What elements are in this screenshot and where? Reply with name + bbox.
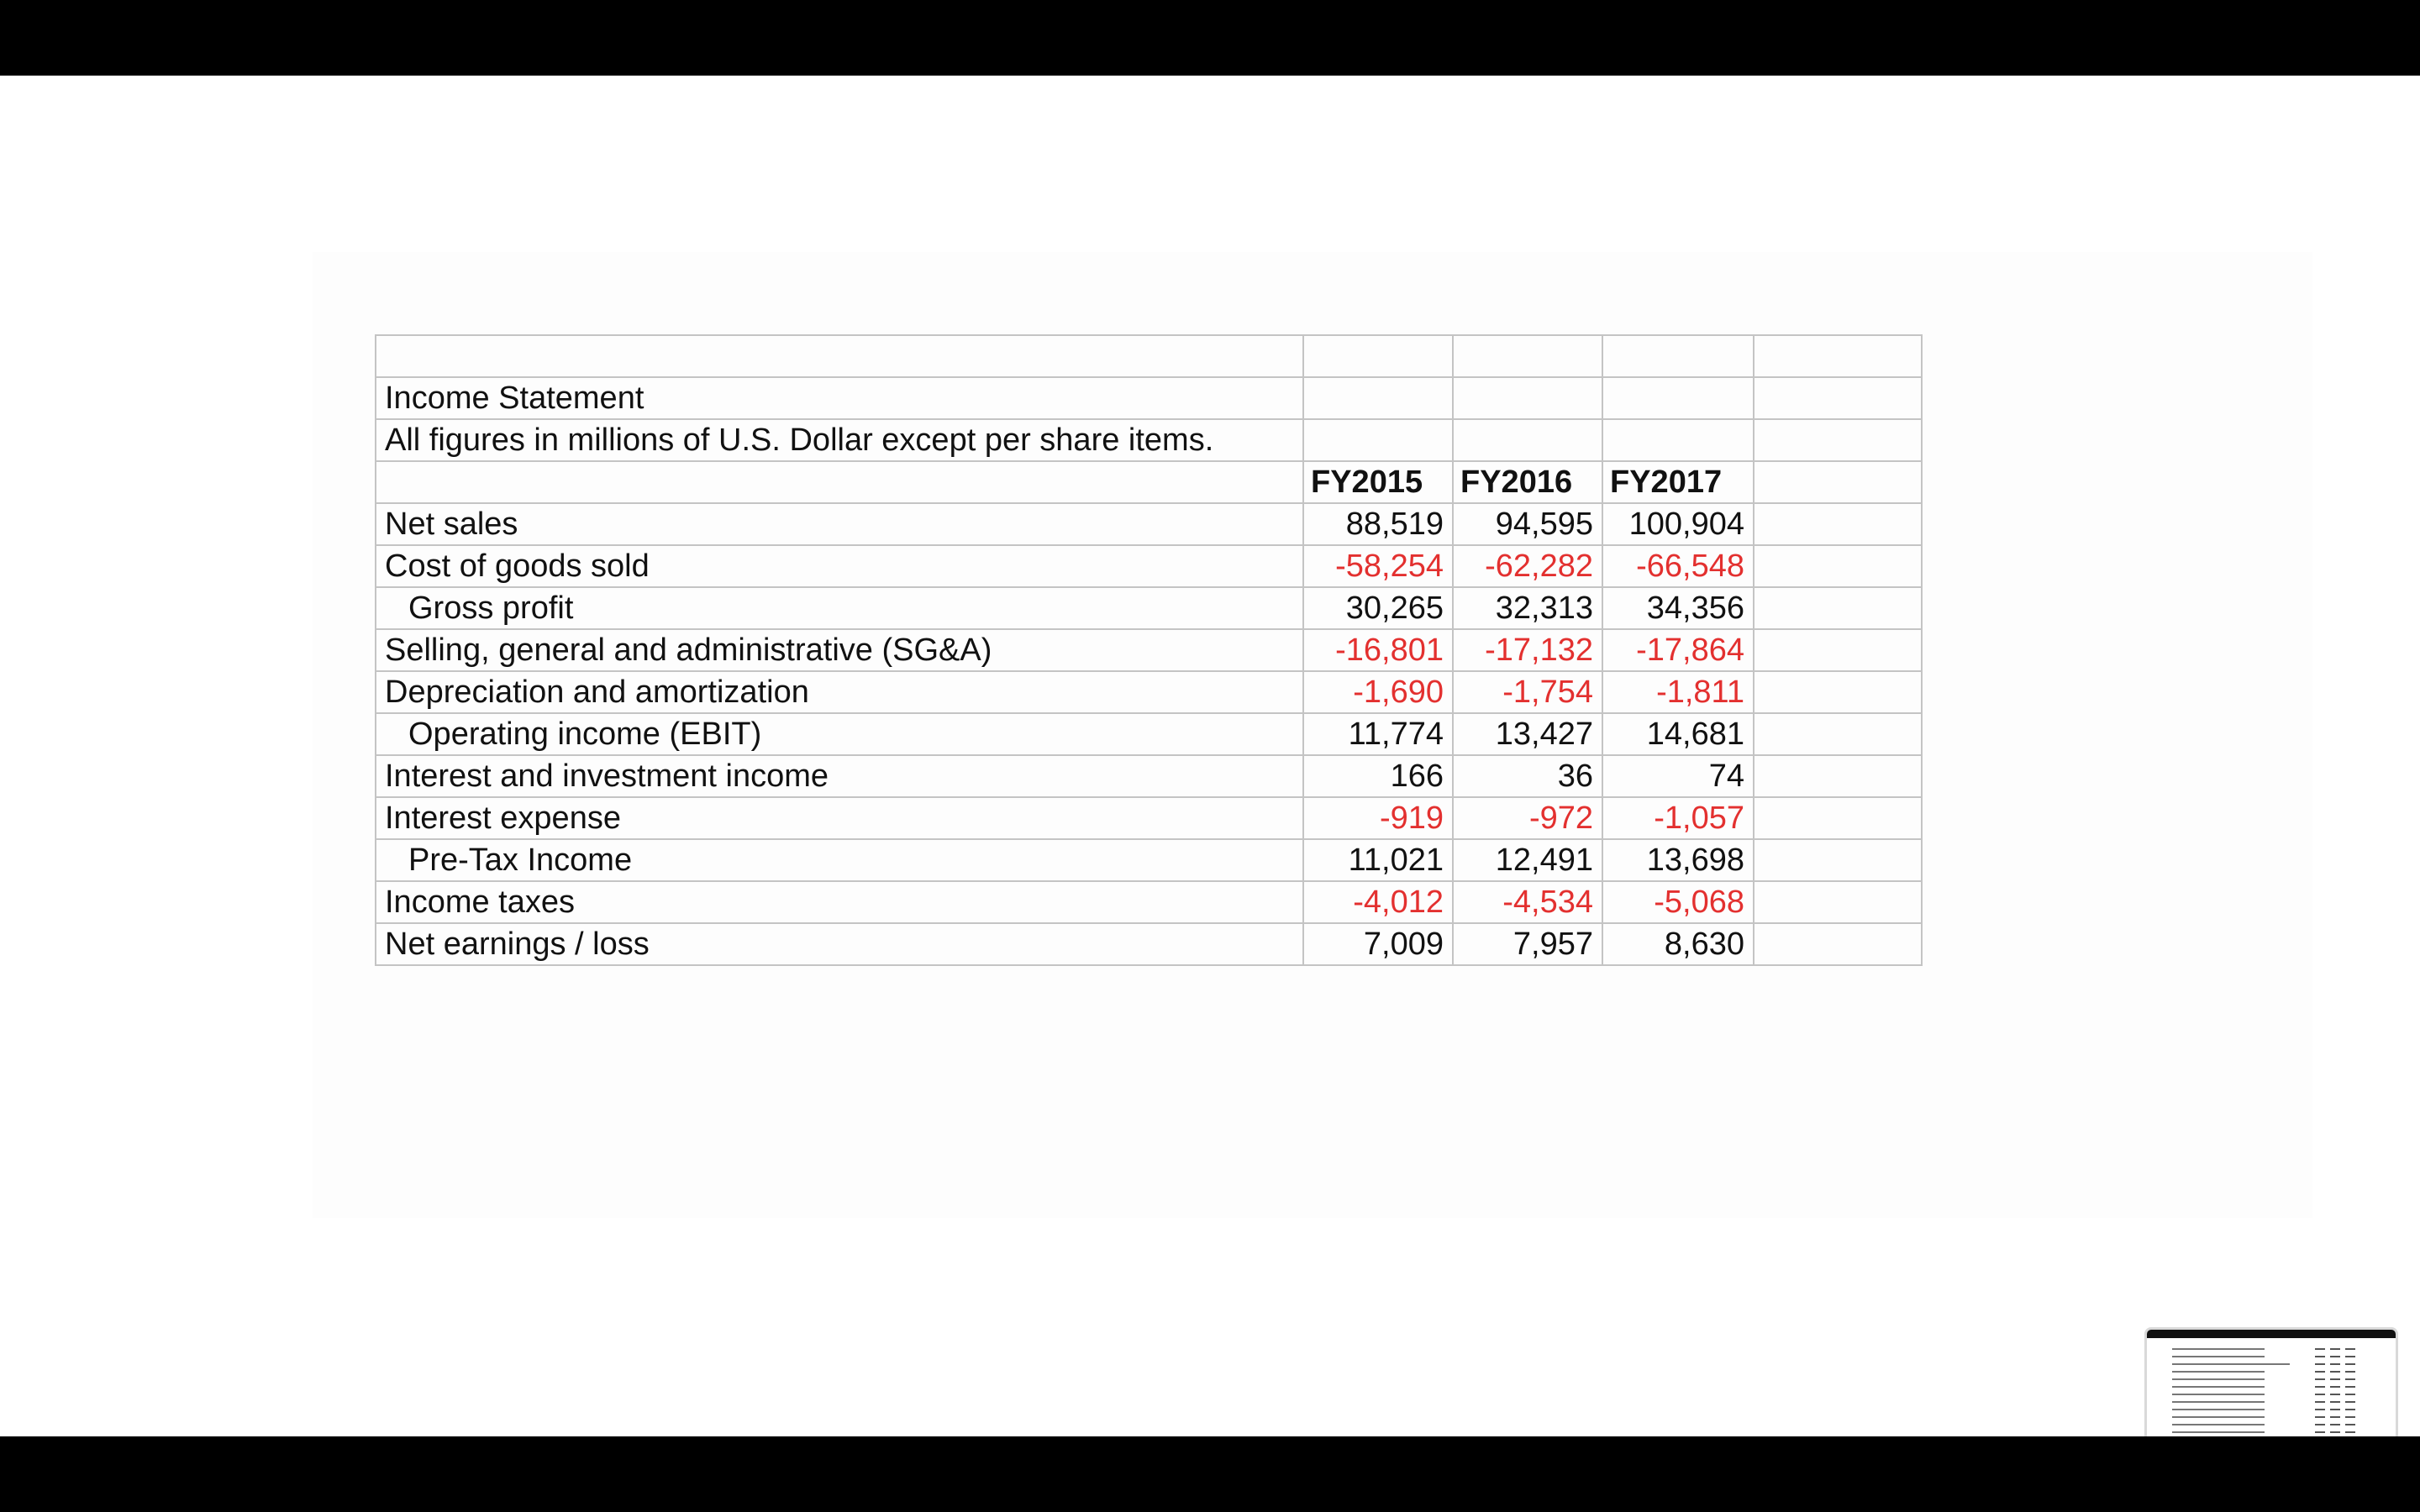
value-cell[interactable]: 7,957 [1453,923,1602,965]
title-row [376,377,1922,419]
value-cell[interactable]: -16,801 [1303,629,1453,671]
value-cell[interactable]: 34,356 [1602,587,1754,629]
thumbnail-line [2172,1386,2265,1388]
thumbnail-line [2172,1401,2265,1403]
thumbnail-value [2315,1401,2325,1403]
thumbnail-value [2345,1409,2355,1410]
row-label[interactable]: Depreciation and amortization [376,671,1303,713]
value-cell[interactable]: -1,057 [1602,797,1754,839]
table-row [376,671,1922,713]
thumbnail-value [2330,1394,2340,1395]
header-row [376,461,1922,503]
thumbnail-line [2172,1371,2265,1373]
table-row [376,923,1922,965]
thumbnail-value [2330,1431,2340,1433]
thumbnail-value [2345,1356,2355,1357]
value-cell[interactable]: 13,427 [1453,713,1602,755]
value-cell[interactable]: -972 [1453,797,1602,839]
thumbnail-line [2172,1431,2265,1433]
income-statement-table [375,334,1923,966]
thumbnail-value [2345,1348,2355,1350]
cell[interactable] [1303,377,1453,419]
thumbnail-line [2172,1378,2265,1380]
thumbnail-value [2330,1409,2340,1410]
thumbnail-value [2315,1348,2325,1350]
value-cell[interactable]: -5,068 [1602,881,1754,923]
value-cell[interactable]: 11,774 [1303,713,1453,755]
value-cell[interactable]: 166 [1303,755,1453,797]
value-cell[interactable]: 13,698 [1602,839,1754,881]
cell[interactable] [1754,587,1922,629]
thumbnail-value [2330,1363,2340,1365]
row-label[interactable]: Net earnings / loss [376,923,1303,965]
thumbnail-top-bar [2147,1330,2396,1338]
thumbnail-value [2345,1394,2355,1395]
thumbnail-value [2315,1386,2325,1388]
thumbnail-line [2172,1363,2290,1365]
table-row [376,545,1922,587]
cell[interactable] [1602,377,1754,419]
cell[interactable] [1754,629,1922,671]
cell[interactable] [1754,461,1922,503]
column-header[interactable]: FY2017 [1602,461,1754,503]
thumbnail-value [2330,1401,2340,1403]
thumbnail-value [2315,1356,2325,1357]
thumbnail-value [2345,1371,2355,1373]
table-row [376,839,1922,881]
cell[interactable] [1754,503,1922,545]
cell[interactable] [1754,377,1922,419]
thumbnail-value [2330,1424,2340,1425]
thumbnail-value [2330,1356,2340,1357]
value-cell[interactable]: -4,534 [1453,881,1602,923]
thumbnail-value [2330,1348,2340,1350]
thumbnail-value [2315,1409,2325,1410]
cell[interactable] [1453,377,1602,419]
thumbnail-value [2345,1401,2355,1403]
cell[interactable] [376,461,1303,503]
thumbnail-value [2345,1431,2355,1433]
thumbnail-value [2345,1424,2355,1425]
thumbnail-value [2345,1378,2355,1380]
cell[interactable] [1602,335,1754,377]
thumbnail-value [2315,1394,2325,1395]
row-label[interactable]: Pre-Tax Income [376,839,1303,881]
subtitle-row [376,419,1922,461]
value-cell[interactable]: 32,313 [1453,587,1602,629]
table-row [376,713,1922,755]
statement-subtitle[interactable]: All figures in millions of U.S. Dollar except per share items. [376,419,1303,461]
cell[interactable] [1754,881,1922,923]
cell[interactable] [376,335,1303,377]
value-cell[interactable]: -919 [1303,797,1453,839]
thumbnail-value [2345,1386,2355,1388]
table-row [376,881,1922,923]
table-row [376,755,1922,797]
value-cell[interactable]: 30,265 [1303,587,1453,629]
cell[interactable] [1453,335,1602,377]
thumbnail-value [2315,1416,2325,1418]
row-label[interactable]: Net sales [376,503,1303,545]
table-row [376,503,1922,545]
statement-title[interactable]: Income Statement [376,377,1303,419]
row-label[interactable]: Interest and investment income [376,755,1303,797]
thumbnail-line [2172,1356,2265,1357]
column-header[interactable]: FY2016 [1453,461,1602,503]
cell[interactable] [1754,839,1922,881]
table-row [376,629,1922,671]
thumbnail-value [2315,1363,2325,1365]
thumbnail-value [2345,1416,2355,1418]
row-label[interactable]: Cost of goods sold [376,545,1303,587]
value-cell[interactable]: 11,021 [1303,839,1453,881]
value-cell[interactable]: 36 [1453,755,1602,797]
cell[interactable] [1303,335,1453,377]
column-header[interactable]: FY2015 [1303,461,1453,503]
thumbnail-value [2330,1386,2340,1388]
cell[interactable] [1754,335,1922,377]
thumbnail-value [2330,1371,2340,1373]
thumbnail-value [2330,1378,2340,1380]
row-label[interactable]: Income taxes [376,881,1303,923]
thumbnail-value [2315,1431,2325,1433]
cell[interactable] [1754,797,1922,839]
value-cell[interactable]: 14,681 [1602,713,1754,755]
value-cell[interactable]: -17,864 [1602,629,1754,671]
row-label[interactable]: Selling, general and administrative (SG&A) [376,629,1303,671]
cell[interactable] [1453,419,1602,461]
value-cell[interactable]: -4,012 [1303,881,1453,923]
thumbnail-line [2172,1416,2265,1418]
cell[interactable] [1754,755,1922,797]
thumbnail-value [2345,1363,2355,1365]
letterbox-bottom-bar [0,1436,2420,1512]
value-cell[interactable]: -1,754 [1453,671,1602,713]
value-cell[interactable]: -58,254 [1303,545,1453,587]
blank-row [376,335,1922,377]
thumbnail-value [2315,1378,2325,1380]
value-cell[interactable]: 100,904 [1602,503,1754,545]
value-cell[interactable]: 7,009 [1303,923,1453,965]
cell[interactable] [1754,419,1922,461]
table-row [376,587,1922,629]
value-cell[interactable]: 88,519 [1303,503,1453,545]
cell[interactable] [1754,671,1922,713]
table-row [376,797,1922,839]
value-cell[interactable]: -66,548 [1602,545,1754,587]
value-cell[interactable]: -17,132 [1453,629,1602,671]
thumbnail-value [2315,1424,2325,1425]
row-label[interactable]: Operating income (EBIT) [376,713,1303,755]
value-cell[interactable]: -62,282 [1453,545,1602,587]
row-label[interactable]: Gross profit [376,587,1303,629]
value-cell[interactable]: -1,690 [1303,671,1453,713]
value-cell[interactable]: 12,491 [1453,839,1602,881]
thumbnail-line [2172,1394,2265,1395]
cell[interactable] [1754,923,1922,965]
thumbnail-line [2172,1424,2265,1425]
thumbnail-value [2330,1416,2340,1418]
thumbnail-line [2172,1409,2265,1410]
cell[interactable] [1303,419,1453,461]
cell[interactable] [1754,713,1922,755]
value-cell[interactable]: 8,630 [1602,923,1754,965]
row-label[interactable]: Interest expense [376,797,1303,839]
value-cell[interactable]: 94,595 [1453,503,1602,545]
cell[interactable] [1754,545,1922,587]
thumbnail-value [2315,1371,2325,1373]
value-cell[interactable]: -1,811 [1602,671,1754,713]
cell[interactable] [1602,419,1754,461]
value-cell[interactable]: 74 [1602,755,1754,797]
thumbnail-line [2172,1348,2265,1350]
letterbox-top-bar [0,0,2420,76]
